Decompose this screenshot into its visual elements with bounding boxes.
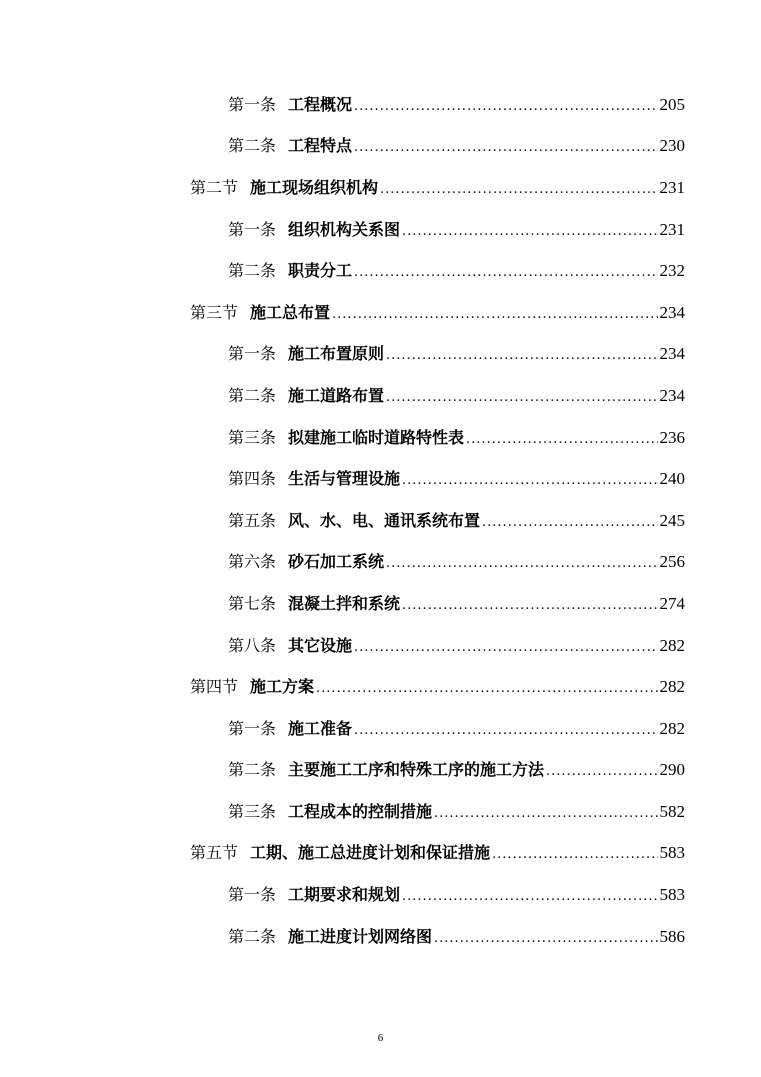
toc-entry-page: 231 bbox=[659, 177, 685, 197]
toc-article-entry[interactable] bbox=[0, 916, 761, 958]
toc-entry-page: 582 bbox=[659, 801, 685, 821]
toc-entry-page: 240 bbox=[659, 469, 685, 489]
toc-entry-title: 砂石加工系统 bbox=[288, 552, 385, 572]
toc-entry-number: 第五条 bbox=[228, 510, 277, 530]
dot-leader bbox=[466, 430, 657, 450]
dot-leader bbox=[386, 346, 657, 366]
toc-entry-page: 290 bbox=[659, 760, 685, 780]
dot-leader bbox=[402, 887, 657, 907]
dot-leader bbox=[354, 263, 657, 283]
dot-leader bbox=[492, 845, 657, 865]
toc-entry-title: 主要施工工序和特殊工序的施工方法 bbox=[288, 760, 545, 780]
toc-entry-title: 施工方案 bbox=[250, 677, 315, 697]
toc-entry-page: 232 bbox=[659, 261, 685, 281]
toc-entry-page: 282 bbox=[659, 718, 685, 738]
toc-entry-page: 234 bbox=[659, 302, 685, 322]
toc-section-entry[interactable] bbox=[0, 292, 761, 334]
toc-entry-number: 第一条 bbox=[228, 344, 277, 364]
toc-article-entry[interactable] bbox=[0, 583, 761, 625]
toc-entry-title: 工程概况 bbox=[288, 94, 353, 114]
dot-leader bbox=[386, 554, 657, 574]
toc-entry-title: 其它设施 bbox=[288, 635, 353, 655]
toc-article-entry[interactable] bbox=[0, 750, 761, 792]
toc-entry-title: 施工准备 bbox=[288, 718, 353, 738]
toc-entry-page: 205 bbox=[659, 94, 685, 114]
toc-entry-title: 施工总布置 bbox=[250, 302, 331, 322]
toc-entry-title: 组织机构关系图 bbox=[288, 219, 401, 239]
toc-entry-number: 第三条 bbox=[228, 801, 277, 821]
toc-article-entry[interactable] bbox=[0, 375, 761, 417]
dot-leader bbox=[354, 138, 657, 158]
toc-entry-title: 生活与管理设施 bbox=[288, 469, 401, 489]
toc-entry-page: 256 bbox=[659, 552, 685, 572]
dot-leader bbox=[354, 721, 657, 741]
toc-entry-title: 混凝土拌和系统 bbox=[288, 593, 401, 613]
toc-entry-number: 第八条 bbox=[228, 635, 277, 655]
toc-entry-title: 工程特点 bbox=[288, 136, 353, 156]
toc-entry-title: 工程成本的控制措施 bbox=[288, 801, 433, 821]
toc-article-entry[interactable] bbox=[0, 250, 761, 292]
toc-entry-number: 第二条 bbox=[228, 136, 277, 156]
toc-entry-number: 第四节 bbox=[190, 677, 239, 697]
toc-entry-number: 第二条 bbox=[228, 385, 277, 405]
toc-entry-title: 工期、施工总进度计划和保证措施 bbox=[250, 843, 491, 863]
dot-leader bbox=[354, 638, 657, 658]
table-of-contents bbox=[0, 84, 761, 957]
toc-entry-page: 231 bbox=[659, 219, 685, 239]
toc-entry-page: 282 bbox=[659, 635, 685, 655]
toc-entry-title: 工期要求和规划 bbox=[288, 885, 401, 905]
toc-article-entry[interactable] bbox=[0, 458, 761, 500]
toc-entry-number: 第六条 bbox=[228, 552, 277, 572]
toc-entry-title: 施工进度计划网络图 bbox=[288, 926, 433, 946]
toc-article-entry[interactable] bbox=[0, 126, 761, 168]
toc-entry-title: 施工道路布置 bbox=[288, 385, 385, 405]
toc-article-entry[interactable] bbox=[0, 209, 761, 251]
toc-entry-number: 第五节 bbox=[190, 843, 239, 863]
toc-entry-number: 第二节 bbox=[190, 177, 239, 197]
toc-entry-number: 第一条 bbox=[228, 219, 277, 239]
toc-entry-number: 第二条 bbox=[228, 926, 277, 946]
toc-entry-number: 第七条 bbox=[228, 593, 277, 613]
toc-entry-page: 586 bbox=[659, 926, 685, 946]
toc-article-entry[interactable] bbox=[0, 791, 761, 833]
toc-entry-page: 230 bbox=[659, 136, 685, 156]
dot-leader bbox=[546, 762, 657, 782]
dot-leader bbox=[386, 388, 657, 408]
toc-entry-number: 第三节 bbox=[190, 302, 239, 322]
dot-leader bbox=[332, 305, 657, 325]
toc-entry-page: 274 bbox=[659, 593, 685, 613]
toc-entry-title: 风、水、电、通讯系统布置 bbox=[288, 510, 481, 530]
toc-entry-page: 245 bbox=[659, 510, 685, 530]
toc-article-entry[interactable] bbox=[0, 874, 761, 916]
toc-entry-number: 第二条 bbox=[228, 760, 277, 780]
toc-section-entry[interactable] bbox=[0, 666, 761, 708]
toc-entry-title: 施工布置原则 bbox=[288, 344, 385, 364]
toc-article-entry[interactable] bbox=[0, 417, 761, 459]
dot-leader bbox=[402, 222, 657, 242]
toc-entry-number: 第一条 bbox=[228, 885, 277, 905]
toc-article-entry[interactable] bbox=[0, 500, 761, 542]
toc-article-entry[interactable] bbox=[0, 708, 761, 750]
dot-leader bbox=[402, 471, 657, 491]
dot-leader bbox=[482, 513, 657, 533]
toc-entry-number: 第一条 bbox=[228, 94, 277, 114]
toc-article-entry[interactable] bbox=[0, 625, 761, 667]
toc-entry-page: 583 bbox=[659, 885, 685, 905]
dot-leader bbox=[354, 97, 657, 117]
toc-entry-page: 236 bbox=[659, 427, 685, 447]
page-number: 6 bbox=[377, 1032, 384, 1044]
toc-entry-number: 第四条 bbox=[228, 469, 277, 489]
toc-entry-number: 第三条 bbox=[228, 427, 277, 447]
toc-entry-title: 拟建施工临时道路特性表 bbox=[288, 427, 465, 447]
dot-leader bbox=[402, 596, 657, 616]
toc-entry-page: 583 bbox=[659, 843, 685, 863]
toc-entry-number: 第一条 bbox=[228, 718, 277, 738]
toc-entry-title: 职责分工 bbox=[288, 261, 353, 281]
dot-leader bbox=[380, 180, 657, 200]
toc-section-entry[interactable] bbox=[0, 167, 761, 209]
toc-entry-page: 234 bbox=[659, 385, 685, 405]
toc-section-entry[interactable] bbox=[0, 833, 761, 875]
toc-article-entry[interactable] bbox=[0, 334, 761, 376]
toc-article-entry[interactable] bbox=[0, 84, 761, 126]
dot-leader bbox=[434, 804, 657, 824]
toc-entry-page: 234 bbox=[659, 344, 685, 364]
dot-leader bbox=[434, 929, 657, 949]
toc-entry-number: 第二条 bbox=[228, 261, 277, 281]
dot-leader bbox=[316, 679, 657, 699]
toc-entry-title: 施工现场组织机构 bbox=[250, 177, 379, 197]
toc-entry-page: 282 bbox=[659, 677, 685, 697]
toc-article-entry[interactable] bbox=[0, 542, 761, 584]
